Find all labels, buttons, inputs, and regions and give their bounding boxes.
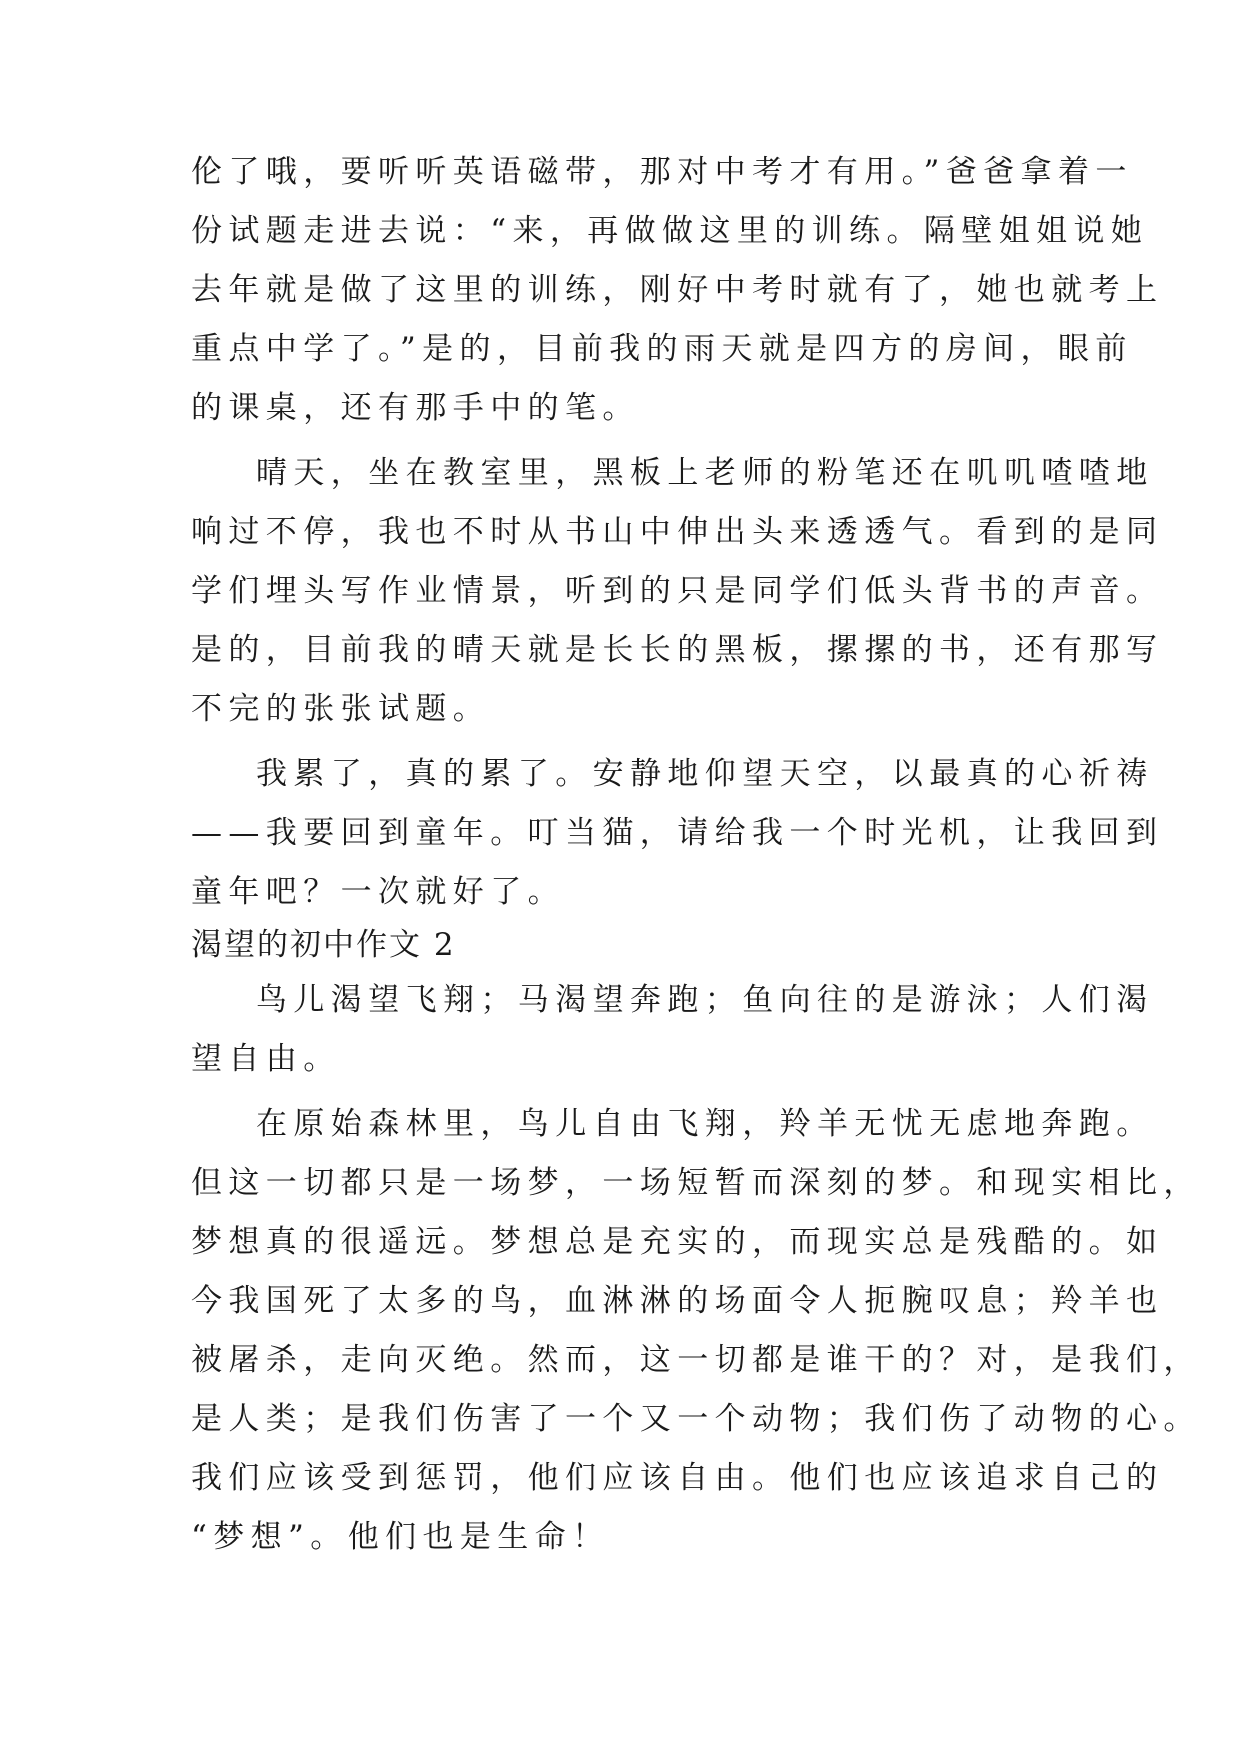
paragraph-line: 学们埋头写作业情景，听到的只是同学们低头背书的声音。 bbox=[191, 573, 1164, 609]
paragraph-line: 在原始森林里，鸟儿自由飞翔，羚羊无忧无虑地奔跑。 bbox=[256, 1106, 1154, 1142]
paragraph-line: 重点中学了。”是的，目前我的雨天就是四方的房间，眼前 bbox=[191, 331, 1133, 367]
section-heading: 渴望的初中作文 2 bbox=[191, 927, 456, 963]
paragraph-line: 被屠杀，走向灭绝。然而，这一切都是谁干的？对，是我们， bbox=[191, 1342, 1201, 1378]
paragraph-line: 份试题走进去说：“来，再做做这里的训练。隔壁姐姐说她 bbox=[191, 213, 1149, 249]
paragraph-line: 今我国死了太多的鸟，血淋淋的场面令人扼腕叹息；羚羊也 bbox=[191, 1283, 1164, 1319]
paragraph-line: 但这一切都只是一场梦，一场短暂而深刻的梦。和现实相比， bbox=[191, 1165, 1201, 1201]
paragraph-line: 童年吧？一次就好了。 bbox=[191, 874, 565, 910]
paragraph-line: “梦想”。他们也是生命！ bbox=[191, 1519, 610, 1555]
paragraph-line: 是人类；是我们伤害了一个又一个动物；我们伤了动物的心。 bbox=[191, 1401, 1201, 1437]
paragraph-line: 晴天，坐在教室里，黑板上老师的粉笔还在叽叽喳喳地 bbox=[256, 455, 1154, 491]
paragraph-line: 的课桌，还有那手中的笔。 bbox=[191, 390, 640, 426]
paragraph-line: 我累了，真的累了。安静地仰望天空，以最真的心祈祷 bbox=[256, 756, 1154, 792]
paragraph-line: 望自由。 bbox=[191, 1041, 341, 1077]
paragraph-line: 响过不停，我也不时从书山中伸出头来透透气。看到的是同 bbox=[191, 514, 1164, 550]
paragraph-line: 不完的张张试题。 bbox=[191, 691, 491, 727]
paragraph-line: 去年就是做了这里的训练，刚好中考时就有了，她也就考上 bbox=[191, 272, 1164, 308]
paragraph-line: 是的，目前我的晴天就是长长的黑板，摞摞的书，还有那写 bbox=[191, 632, 1164, 668]
paragraph-line: 伦了哦，要听听英语磁带，那对中考才有用。”爸爸拿着一 bbox=[191, 154, 1133, 190]
paragraph-line: 我们应该受到惩罚，他们应该自由。他们也应该追求自己的 bbox=[191, 1460, 1164, 1496]
paragraph-line: 梦想真的很遥远。梦想总是充实的，而现实总是残酷的。如 bbox=[191, 1224, 1164, 1260]
paragraph-line: 鸟儿渴望飞翔；马渴望奔跑；鱼向往的是游泳；人们渴 bbox=[256, 982, 1154, 1018]
paragraph-line: ——我要回到童年。叮当猫，请给我一个时光机，让我回到 bbox=[191, 815, 1164, 851]
